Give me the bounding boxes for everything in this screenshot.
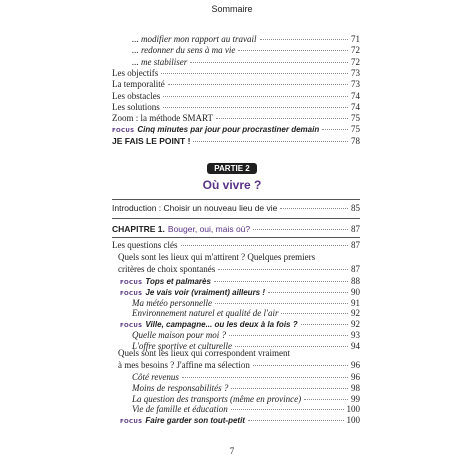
toc-entry-title: Je vais voir (vraiment) ailleurs !	[145, 287, 266, 297]
toc-entry-title: JE FAIS LE POINT !	[112, 136, 191, 146]
toc-entry-title: Ma météo personnelle	[132, 297, 212, 308]
toc-entry-q1-line1[interactable]: Quels sont les lieux qui m'attirent ? Quelques premiers	[118, 252, 316, 262]
leader-dots	[322, 129, 348, 130]
divider-rule	[112, 199, 360, 200]
toc-entry-page: 78	[351, 136, 360, 146]
toc-entry-page: 96	[351, 372, 360, 382]
toc-entry-title: Côté revenus	[132, 372, 179, 382]
toc-entry-page: 87	[351, 240, 360, 250]
toc-entry-page: 73	[351, 67, 360, 78]
toc-entry-page: 72	[351, 56, 360, 67]
toc-entry-page: 75	[351, 113, 360, 124]
toc-entry-questions-cles[interactable]	[112, 240, 360, 252]
chapter-label: CHAPITRE 1.	[112, 224, 165, 234]
toc-entry-title: Faire garder son tout-petit	[145, 416, 245, 426]
divider-rule	[112, 237, 360, 238]
leader-dots	[281, 313, 348, 314]
focus-tag: FOCUS	[112, 128, 135, 135]
chapter-title: Bouger, oui, mais où?	[167, 224, 251, 234]
toc-entry-page: 96	[351, 360, 360, 370]
toc-entry-page: 94	[351, 340, 360, 351]
toc-entry-page: 72	[351, 45, 360, 56]
leader-dots	[163, 96, 348, 97]
focus-tag: FOCUS	[120, 280, 143, 286]
toc-entry-title: critères de choix spontanés	[118, 264, 216, 274]
leader-dots	[248, 420, 344, 421]
toc-entry-title: à mes besoins ? J'affine ma sélection	[118, 360, 250, 370]
leader-dots	[163, 107, 348, 108]
toc-entry-title: L'offre sportive et culturelle	[132, 340, 232, 351]
toc-entry-page: 98	[351, 382, 360, 393]
leader-dots	[304, 399, 348, 400]
toc-entry[interactable]	[112, 124, 360, 136]
toc-entry-title: Les obstacles	[112, 90, 161, 101]
leader-dots	[238, 50, 348, 51]
toc-entry[interactable]	[112, 102, 360, 114]
leader-dots	[229, 335, 348, 336]
toc-entry-title: Quelle maison pour moi ?	[132, 330, 226, 340]
leader-dots	[214, 281, 348, 282]
leader-dots	[231, 409, 344, 410]
toc-entry-page: 100	[346, 404, 360, 415]
leader-dots	[260, 39, 348, 40]
toc-entry-je-fais-le-point[interactable]	[112, 136, 360, 148]
toc-entry-title: Tops et palmarès	[145, 277, 211, 286]
toc-entry-page: 91	[351, 297, 360, 308]
toc-entry-title: Introduction : Choisir un nouveau lieu de vie	[112, 203, 278, 213]
part-title: Où vivre ?	[202, 178, 262, 192]
toc-entry-title: La question des transports (même en province)	[132, 393, 302, 404]
toc-entry[interactable]	[120, 415, 360, 427]
page-number: 7	[229, 446, 235, 456]
toc-entry-title: ... redonner du sens à ma vie	[132, 45, 236, 56]
leader-dots	[235, 346, 348, 347]
leader-dots	[301, 324, 348, 325]
toc-entry-title: ... modifier mon rapport au travail	[132, 34, 257, 44]
toc-entry-title: Les solutions	[112, 101, 160, 112]
toc-entry-page: 92	[351, 308, 360, 319]
leader-dots	[182, 377, 348, 378]
leader-dots	[168, 84, 348, 85]
toc-entry-page: 90	[351, 286, 360, 297]
toc-entry-title: Zoom : la méthode SMART	[112, 113, 213, 124]
toc-entry-title: La temporalité	[112, 79, 165, 90]
toc-entry-title: Les objectifs	[112, 67, 159, 78]
toc-entry-chapter-1[interactable]	[112, 224, 360, 236]
toc-entry-title: Les questions clés	[112, 240, 178, 250]
toc-entry-page: 74	[351, 90, 360, 101]
leader-dots	[216, 118, 348, 119]
toc-entry-page: 92	[351, 319, 360, 330]
toc-entry-page: 99	[351, 393, 360, 404]
toc-entry-page: 71	[351, 34, 360, 44]
leader-dots	[218, 269, 348, 270]
focus-tag: FOCUS	[120, 323, 143, 330]
leader-dots	[268, 292, 348, 293]
toc-entry-page: 75	[351, 124, 360, 135]
toc-entry-title: Cinq minutes par jour pour procrastiner demain	[137, 125, 320, 135]
toc-entry[interactable]	[132, 57, 360, 69]
leader-dots	[231, 388, 348, 389]
leader-dots	[253, 365, 348, 366]
toc-entry-q2-line1[interactable]: Quels sont les lieux qui correspondent vraiment	[118, 348, 290, 358]
leader-dots	[253, 229, 348, 230]
toc-entry[interactable]	[112, 91, 360, 103]
toc-entry-title: ... me stabiliser	[132, 56, 188, 67]
toc-entry-title: Vie de famille et éducation	[132, 404, 228, 415]
toc-entry-page: 73	[351, 79, 360, 90]
focus-tag: FOCUS	[120, 290, 143, 297]
toc-entry-title: Environnement naturel et qualité de l'air	[132, 308, 279, 319]
leader-dots	[190, 62, 348, 63]
toc-entry-title: Moins de responsabilités ?	[132, 382, 229, 393]
toc-entry-page: 88	[351, 276, 360, 286]
toc-entry-page: 85	[351, 203, 360, 213]
toc-entry[interactable]	[112, 79, 360, 91]
toc-entry-page: 74	[351, 101, 360, 112]
leader-dots	[280, 208, 348, 209]
toc-entry-page: 93	[351, 330, 360, 340]
leader-dots	[181, 245, 349, 246]
leader-dots	[215, 303, 348, 304]
page-header: Sommaire	[211, 4, 253, 14]
toc-entry-page: 87	[351, 264, 360, 274]
toc-entry-q2-line2[interactable]	[118, 360, 360, 372]
part-badge: PARTIE 2	[207, 163, 257, 174]
toc-entry-title: Ville, campagne... ou les deux à la fois ?	[145, 320, 298, 330]
toc-entry-q1-line2[interactable]	[118, 264, 360, 276]
toc-entry[interactable]	[112, 68, 360, 80]
divider-rule	[112, 218, 360, 219]
toc-entry-introduction[interactable]	[112, 203, 360, 215]
toc-entry[interactable]	[112, 113, 360, 125]
leader-dots	[161, 73, 348, 74]
toc-entry-page: 87	[351, 224, 360, 234]
toc-entry[interactable]	[132, 45, 360, 57]
focus-tag: FOCUS	[120, 419, 143, 426]
toc-entry-page: 100	[346, 415, 360, 426]
toc-entry[interactable]	[132, 34, 360, 46]
leader-dots	[193, 141, 348, 142]
